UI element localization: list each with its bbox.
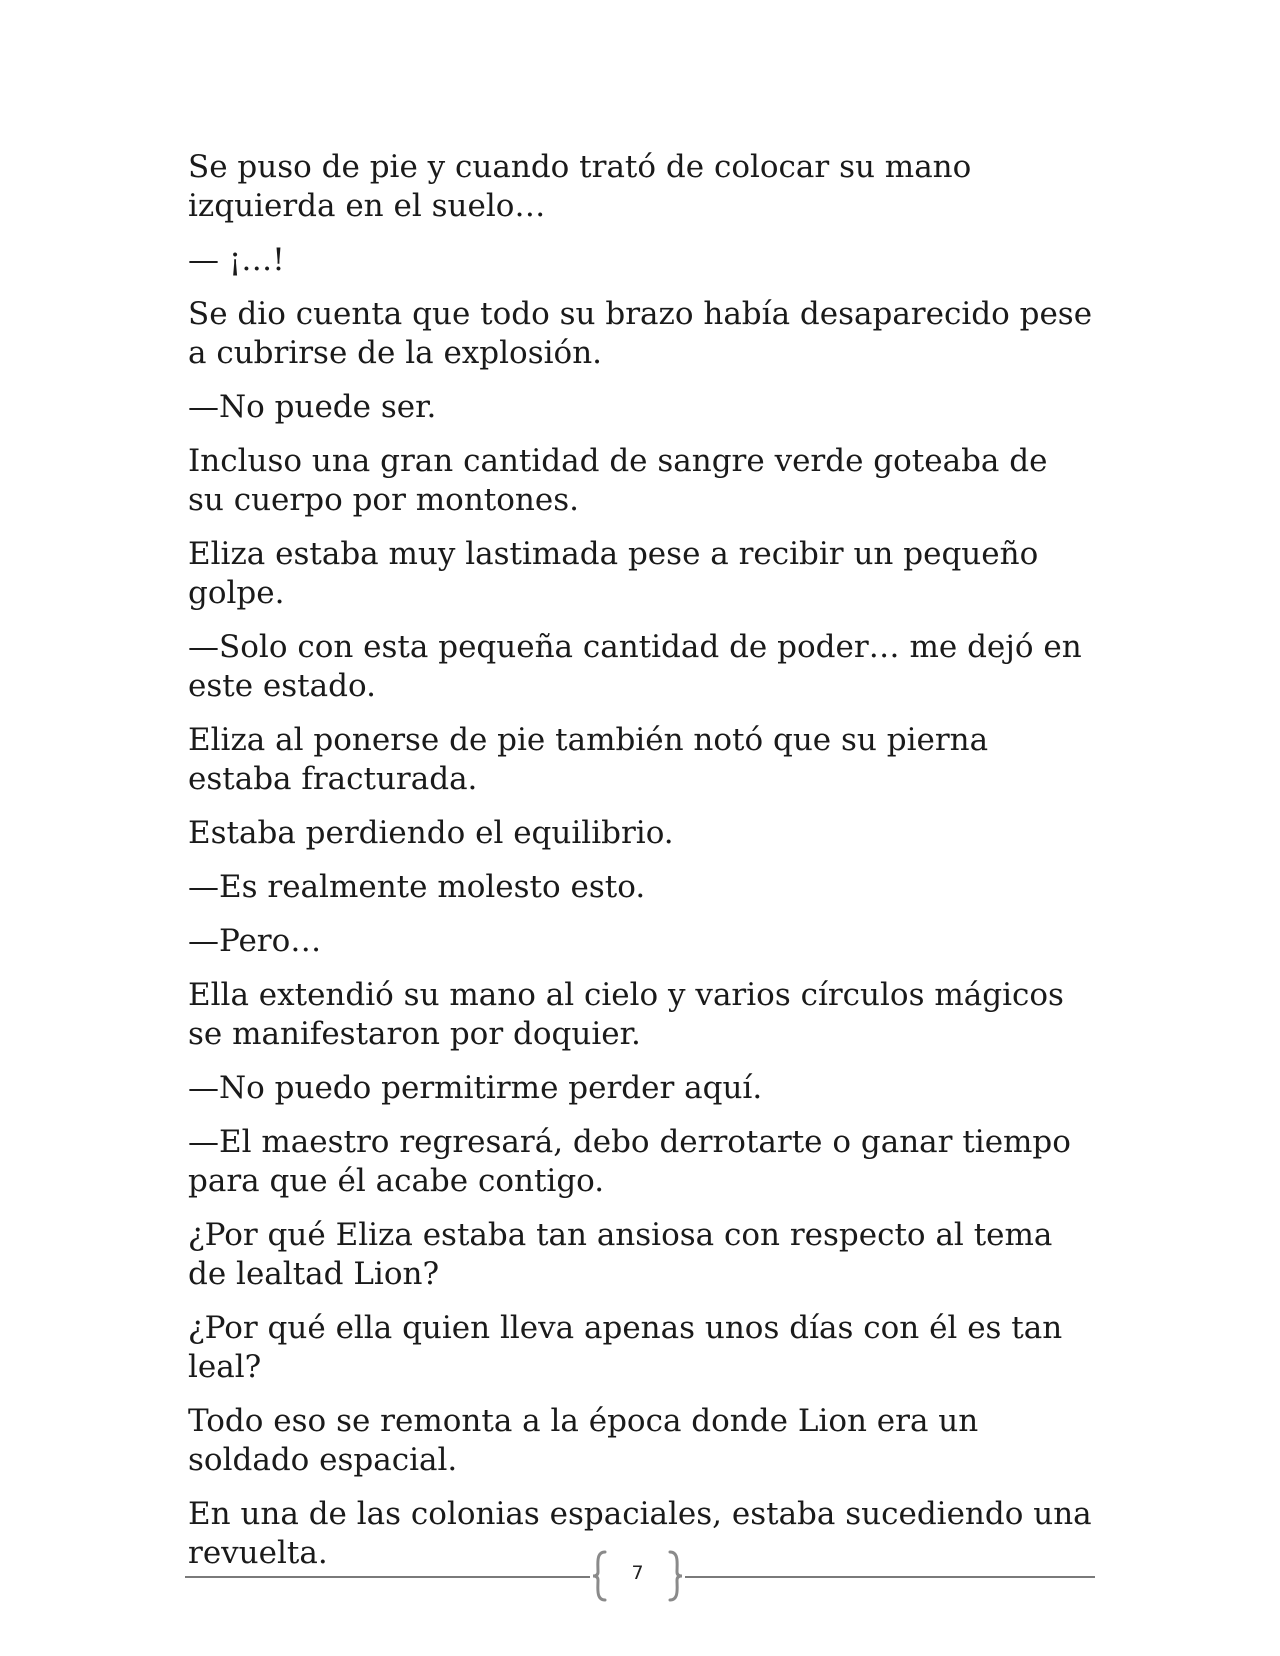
left-brace-ornament	[590, 1550, 610, 1602]
paragraph: Eliza estaba muy lastimada pese a recibir un pequeño golpe.	[188, 536, 1039, 611]
paragraph: Estaba perdiendo el equilibrio.	[188, 815, 674, 851]
paragraph: Se puso de pie y cuando trató de colocar su mano izquierda en el suelo…	[188, 149, 972, 224]
right-brace-ornament	[665, 1550, 685, 1602]
footer-rule-left	[185, 1576, 590, 1578]
paragraph: —No puedo permitirme perder aquí.	[188, 1070, 763, 1106]
paragraph: —El maestro regresará, debo derrotarte o ganar tiempo para que él acabe contigo.	[188, 1124, 1071, 1199]
paragraph: Ella extendió su mano al cielo y varios círculos mágicos se manifestaron por doquier.	[188, 977, 1064, 1052]
page-footer	[185, 1550, 1095, 1602]
paragraph: —Pero…	[188, 923, 322, 959]
paragraph: —Solo con esta pequeña cantidad de poder… me dejó en este estado.	[188, 629, 1082, 704]
paragraph: ¿Por qué Eliza estaba tan ansiosa con respecto al tema de lealtad Lion?	[188, 1217, 1053, 1292]
paragraph: En una de las colonias espaciales, estaba sucediendo una revuelta.	[188, 1496, 1092, 1571]
paragraph: ¿Por qué ella quien lleva apenas unos días con él es tan leal?	[188, 1310, 1063, 1385]
paragraph: —No puede ser.	[188, 389, 437, 425]
footer-rule-right	[685, 1576, 1095, 1578]
paragraph: Eliza al ponerse de pie también notó que su pierna estaba fracturada.	[188, 722, 989, 797]
page-number: 7	[631, 1562, 644, 1584]
paragraph: —Es realmente molesto esto.	[188, 869, 646, 905]
paragraph: Todo eso se remonta a la época donde Lion era un soldado espacial.	[188, 1403, 979, 1478]
paragraph: Incluso una gran cantidad de sangre verde goteaba de su cuerpo por montones.	[188, 443, 1048, 518]
body-text	[188, 148, 1093, 1588]
paragraph: — ¡…!	[188, 242, 285, 278]
paragraph: Se dio cuenta que todo su brazo había desaparecido pese a cubrirse de la explosión.	[188, 296, 1093, 371]
